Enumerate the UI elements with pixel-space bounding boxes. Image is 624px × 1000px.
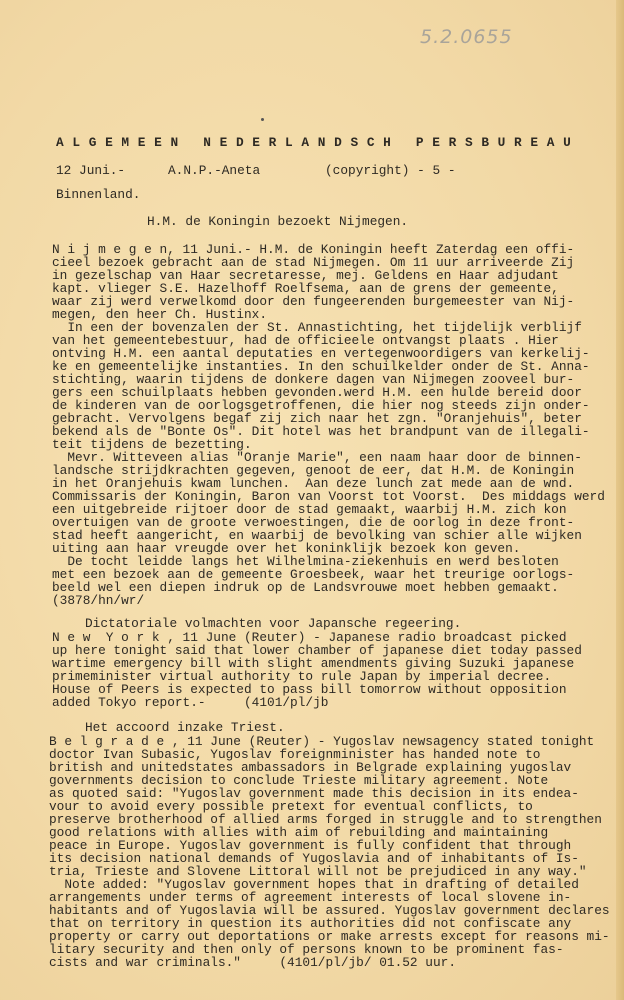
text-line: beeld wel een diepen indruk op de Landsvrouwe moet hebben gemaakt. bbox=[52, 580, 559, 595]
text-line: de kinderen van de oorlogsgetroffenen, die hier nog steeds zijn onder- bbox=[52, 398, 590, 413]
text-line: vour to avoid every possible pretext for eventual conflicts, to bbox=[49, 799, 533, 814]
text-line: ke en gemeentelijke instanties. In den schuilkelder onder de St. Anna- bbox=[52, 359, 590, 374]
text-line: governments decision to conclude Trieste military agreement. Note bbox=[49, 773, 549, 788]
text-line: habitants and of Yugoslavia will be assured. Yugoslav government declares bbox=[49, 903, 610, 918]
text-line: preserve brotherhood of allied arms forged in struggle and to strengthen bbox=[49, 812, 602, 827]
article-title: Dictatoriale volmachten voor Japansche regeering. bbox=[85, 616, 462, 631]
article-body bbox=[49, 735, 610, 969]
archive-number-stamp: 5.2.0655 bbox=[420, 26, 513, 48]
text-line: van het gemeentebestuur, had de officieele ontvangst plaats . Hier bbox=[52, 333, 559, 348]
text-line: kapt. vlieger S.E. Hazelhoff Roelfsema, aan de grens der gemeente, bbox=[52, 281, 559, 296]
paper-edge bbox=[616, 0, 624, 1000]
text-line: up here tonight said that lower chamber of japanese diet today passed bbox=[52, 643, 582, 658]
text-line: uiting aan haar vreugde over het koninklijk bezoek kon geven. bbox=[52, 541, 521, 556]
article-body bbox=[52, 243, 605, 607]
agency-header: A L G E M E E N N E D E R L A N D S C H P E R S B U R E A U bbox=[56, 135, 572, 150]
text-line: tria, Trieste and Slovene Littoral will not be prejudiced in any way." bbox=[49, 864, 587, 879]
text-line: doctor Ivan Subasic, Yugoslav foreignminister has handed note to bbox=[49, 747, 541, 762]
article-title: Het accoord inzake Triest. bbox=[85, 720, 285, 735]
text-line: bekend als de "Bonte Os". Dit hotel was het brandpunt van de illegali- bbox=[52, 424, 590, 439]
text-line: De tocht leidde langs het Wilhelmina-ziekenhuis en werd besloten bbox=[52, 554, 559, 569]
text-line: property or carry out deportations or make arrests except for reasons mi- bbox=[49, 929, 610, 944]
article-title: H.M. de Koningin bezoekt Nijmegen. bbox=[147, 214, 409, 229]
text-line: In een der bovenzalen der St. Annastichting, het tijdelijk verblijf bbox=[52, 320, 582, 335]
text-line: stad heeft aangericht, en waarbij de bevolking van schier alle wijken bbox=[52, 528, 582, 543]
text-line: landsche strijdkrachten gegeven, genoot de eer, dat H.M. de Koningin bbox=[52, 463, 575, 478]
text-line: ontving H.M. een aantal deputaties en vertegenwoordigers van kerkelij- bbox=[52, 346, 590, 361]
dateline-date: 12 Juni.- bbox=[56, 163, 126, 178]
text-line: N e w Y o r k , 11 June (Reuter) - Japanese radio broadcast picked bbox=[52, 630, 567, 645]
text-line: wartime emergency bill with slight amendments giving Suzuki japanese bbox=[52, 656, 575, 671]
text-line: Mevr. Witteveen alias "Oranje Marie", een naam haar door de binnen- bbox=[52, 450, 582, 465]
text-line: gers een schuilplaats hebben gevonden.werd H.M. een hulde bereid door bbox=[52, 385, 582, 400]
text-line: stichting, waarin tijdens de donkere dagen van Nijmegen zooveel bur- bbox=[52, 372, 575, 387]
text-line: primeminister virtual authority to rule Japan by imperial decree. bbox=[52, 669, 552, 684]
text-line: good relations with allies with aim of rebuilding and maintaining bbox=[49, 825, 549, 840]
text-line: overtuigen van de groote verwoestingen, die de oorlog in deze front- bbox=[52, 515, 575, 530]
text-line: met een bezoek aan de gemeente Groesbeek, waar het treurige oorlogs- bbox=[52, 567, 575, 582]
section-label: Binnenland. bbox=[56, 187, 141, 202]
punch-mark bbox=[261, 118, 264, 121]
dateline-source: A.N.P.-Aneta bbox=[168, 163, 261, 178]
text-line: teit tijdens de bezetting. bbox=[52, 437, 252, 452]
text-line: een uitgebreide rijtoer door de stad gemaakt, waarbij H.M. zich kon bbox=[52, 502, 567, 517]
text-line: in het Oranjehuis kwam lunchen. Aan deze lunch zat mede aan de wnd. bbox=[52, 476, 575, 491]
text-line: N i j m e g e n, 11 Juni.- H.M. de Koningin heeft Zaterdag een offi- bbox=[52, 242, 575, 257]
text-line: that on territory in question its authorities did not confiscate any bbox=[49, 916, 572, 931]
text-line: Commissaris der Koningin, Baron van Voorst tot Voorst. Des middags werd bbox=[52, 489, 605, 504]
text-line: peace in Europe. Yugoslav government is fully confident that through bbox=[49, 838, 572, 853]
text-line: (3878/hn/wr/ bbox=[52, 593, 145, 608]
text-line: as quoted said: "Yugoslav government made this decision in its endea- bbox=[49, 786, 579, 801]
text-line: House of Peers is expected to pass bill tomorrow without opposition bbox=[52, 682, 567, 697]
text-line: Note added: "Yugoslav government hopes that in drafting of detailed bbox=[49, 877, 579, 892]
text-line: its decision national demands of Yugoslavia and of inhabitants of Is- bbox=[49, 851, 579, 866]
text-line: litary security and then only of persons known to be prominent fas- bbox=[49, 942, 564, 957]
text-line: gebracht. Vervolgens begaf zij zich naar het zgn. "Oranjehuis", beter bbox=[52, 411, 582, 426]
text-line: british and unitedstates ambassadors in Belgrade explaining yugoslav bbox=[49, 760, 572, 775]
text-line: in gezelschap van Haar secretaresse, mej. Geldens en Haar adjudant bbox=[52, 268, 559, 283]
article-body bbox=[52, 631, 582, 709]
text-line: arrangements under terms of agreement interests of local slovene in- bbox=[49, 890, 572, 905]
text-line: added Tokyo report.- (4101/pl/jb bbox=[52, 695, 329, 710]
text-line: cieel bezoek gebracht aan de stad Nijmegen. Om 11 uur arriveerde Zij bbox=[52, 255, 575, 270]
page-number: (copyright) - 5 - bbox=[325, 163, 456, 178]
text-line: waar zij werd verwelkomd door den fungeerenden burgemeester van Nij- bbox=[52, 294, 575, 309]
text-line: cists and war criminals." (4101/pl/jb/ 01.52 uur. bbox=[49, 955, 457, 970]
text-line: megen, den heer Ch. Hustinx. bbox=[52, 307, 268, 322]
text-line: B e l g r a d e , 11 June (Reuter) - Yugoslav newsagency stated tonight bbox=[49, 734, 595, 749]
